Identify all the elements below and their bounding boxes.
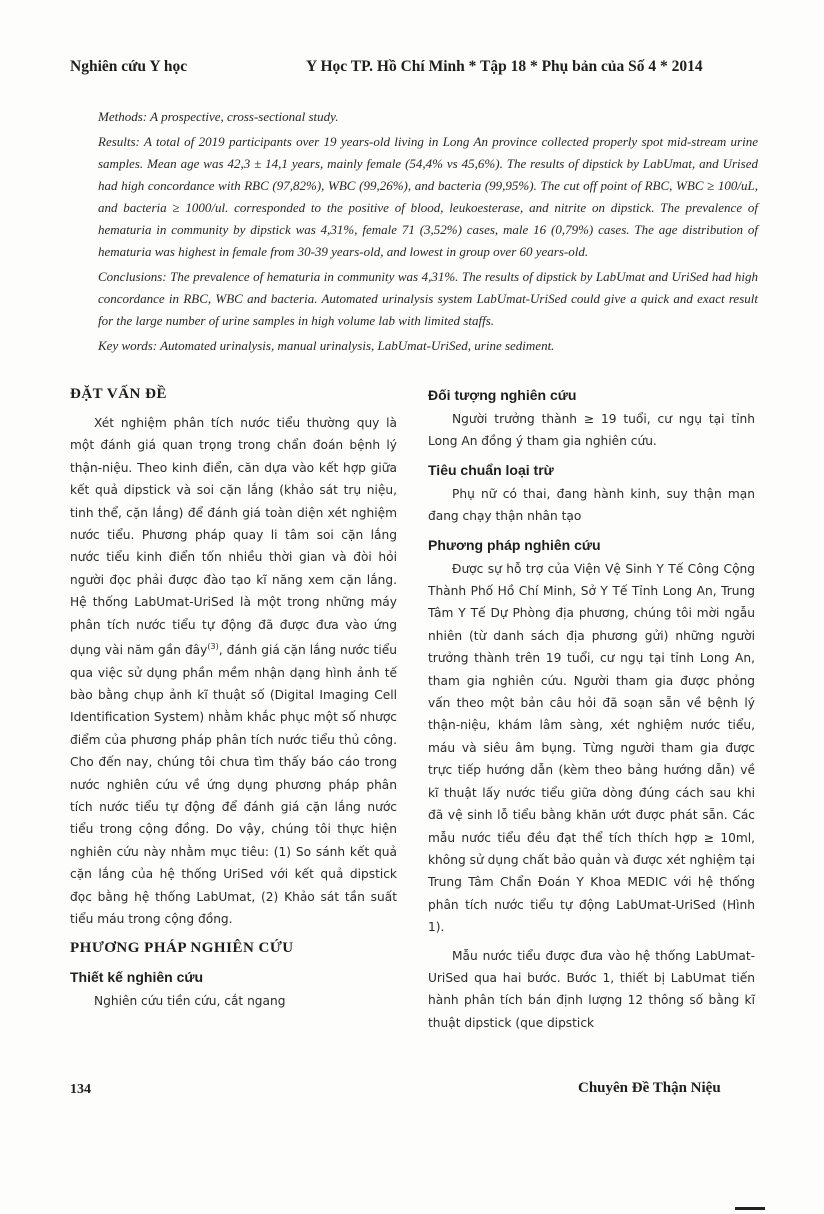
subsection-title-exclusion: Tiêu chuẩn loại trừ <box>428 461 554 478</box>
intro-text-part-1: Xét nghiệm phân tích nước tiểu thường quy là một đánh giá quan trọng trong chẩn đoán bệnh lý thận-niệu. Theo kinh điển, căn dựa vào kết hợp giữa kết quả dipstick và soi cặn lắng (khảo sát trụ niệu, tinh thể, cặn lắng) để đánh giá toàn diện xét nghiệm nước tiểu. Phương pháp quay li tâm soi cặn lắng nước tiểu kinh điển tốn nhiều thời gian và đòi hỏi người đọc phải được đào tạo kĩ năng xem cặn lắng. Hệ thống LabUmat-UriSed là một trong những máy phân tích nước tiểu tự động đã được đưa vào ứng dụng vài năm gần đây <box>70 416 397 658</box>
subsection-title-method: Phương pháp nghiên cứu <box>428 536 601 553</box>
subjects-text: Người trưởng thành ≥ 19 tuổi, cư ngụ tại tỉnh Long An đồng ý tham gia nghiên cứu. <box>428 412 755 449</box>
left-column <box>70 384 397 1013</box>
intro-text-part-2: , đánh giá cặn lắng nước tiểu qua việc sử dụng phần mềm nhận dạng hình ảnh tế bào bằng chụp ảnh kĩ thuật số (Digital Imaging Cell Identification System) nhằm khắc phục một số nhược điểm của phương pháp phân tích nước tiểu thủ công. Cho đến nay, chúng tôi chưa tìm thấy báo cáo trong nước nghiên cứu về ứng dụng phương pháp phân tích nước tiểu tự động để đánh giá cặn lắng nước tiểu trong cộng đồng. Do vậy, chúng tôi thực hiện nghiên cứu này nhằm mục tiêu: (1) So sánh kết quả cặn lắng của hệ thống UriSed với kết quả dipstick đọc bằng hệ thống LabUmat, (2) Khảo sát tần suất tiểu máu trong cộng đồng. <box>70 643 397 926</box>
running-header-left: Nghiên cứu Y học <box>70 58 188 75</box>
subsection-title-design: Thiết kế nghiên cứu <box>70 969 204 986</box>
abstract-methods: Methods: A prospective, cross-sectional study. <box>98 109 339 124</box>
running-footer-section: Chuyên Đề Thận Niệu <box>578 1080 721 1096</box>
abstract-conclusions: Conclusions: The prevalence of hematuria in community was 4,31%. The results of dipstick by LabUmat and UriSed had high concordance in RBC, WBC and bacteria. Automated urinalysis system LabUmat-UriSed could give a quick and exact result for the large number of urine samples in high volume lab with limited staffs. <box>98 269 758 328</box>
method-paragraph-1: Được sự hỗ trợ của Viện Vệ Sinh Y Tế Công Cộng Thành Phố Hồ Chí Minh, Sở Y Tế Tỉnh Long An, Trung Tâm Y Tế Dự Phòng địa phương, chúng tôi mời ngẫu nhiên (từ danh sách địa phương gửi) những người trưởng thành trên 19 tuổi, cư ngụ tại tỉnh Long An, tham gia nghiên cứu. Người tham gia được phỏng vấn theo một bản câu hỏi đã soạn sẵn về bệnh lý thận-niệu, khám lâm sàng, xét nghiệm nước tiểu, máu và siêu âm bụng. Từng người tham gia được trực tiếp hướng dẫn (kèm theo bảng hướng dẫn) về kĩ thuật lấy nước tiểu giữa dòng đúng cách sau khi đã vệ sinh lỗ tiểu bằng khăn ướt được phát sẵn. Các mẫu nước tiểu đều đạt thể tích thích hợp ≥ 10ml, không sử dụng chất bảo quản và được xét nghiệm tại Trung Tâm Chẩn Đoán Y Khoa MEDIC với hệ thống phân tích nước tiểu tự động LabUmat-UriSed (Hình 1). <box>428 561 755 935</box>
abstract-block <box>98 106 758 360</box>
right-column <box>428 384 755 1034</box>
citation-superscript: (3) <box>207 642 219 652</box>
introduction-paragraph <box>70 412 397 930</box>
abstract-results: Results: A total of 2019 participants over 19 years-old living in Long An province collected properly spot mid-stream urine samples. Mean age was 42,3 ± 14,1 years, mainly female (54,4% vs 45,6%). The results of dipstick by LabUmat, and Urised had high concordance with RBC (97,82%), WBC (99,26%), and bacteria (99,95%). The cut off point of RBC, WBC ≥ 100/uL, and bacteria ≥ 1000/ul. corresponded to the positive of blood, leukoesterase, and nitrite on dipstick. The prevalence of hematuria in community by dipstick was 4,31%, female 71 (3,52%) cases, male 16 (0,79%) cases. The age distribution of hematuria was highest in female from 30-39 years-old, and lowest in group over 60 years-old. <box>98 134 758 259</box>
page-number: 134 <box>70 1082 91 1097</box>
scan-artifact <box>735 1207 765 1210</box>
design-text: Nghiên cứu tiền cứu, cắt ngang <box>94 994 286 1009</box>
exclusion-text: Phụ nữ có thai, đang hành kinh, suy thận mạn đang chạy thận nhân tạo <box>428 486 755 524</box>
section-title-methods: PHƯƠNG PHÁP NGHIÊN CỨU <box>70 940 294 957</box>
abstract-keywords: Key words: Automated urinalysis, manual urinalysis, LabUmat-UriSed, urine sediment. <box>98 338 555 353</box>
subsection-title-subjects: Đối tượng nghiên cứu <box>428 387 577 403</box>
running-header-right: Y Học TP. Hồ Chí Minh * Tập 18 * Phụ bản của Số 4 * 2014 <box>306 58 703 75</box>
section-title-introduction: ĐẶT VẤN ĐỀ <box>70 386 167 402</box>
method-paragraph-2: Mẫu nước tiểu được đưa vào hệ thống LabUmat-UriSed qua hai bước. Bước 1, thiết bị LabUmat tiến hành phân tích bán định lượng 12 thông số bằng kĩ thuật dipstick (que dipstick <box>428 948 755 1030</box>
